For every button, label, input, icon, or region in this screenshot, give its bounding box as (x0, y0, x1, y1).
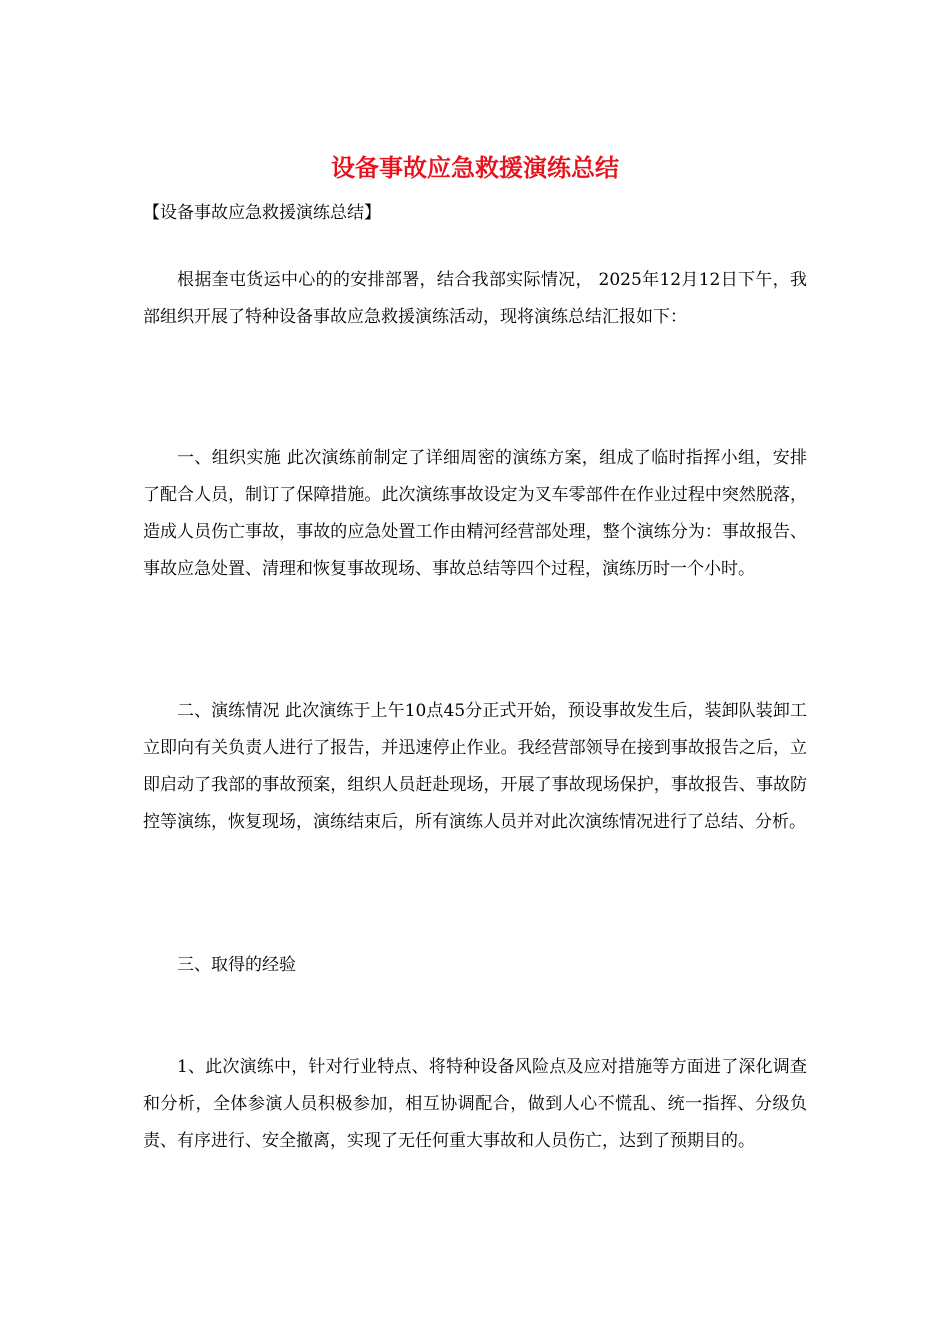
section-one-paragraph: 一、组织实施 此次演练前制定了详细周密的演练方案，组成了临时指挥小组，安排了配合人员，制订了保障措施。此次演练事故设定为叉车零部件在作业过程中突然脱落，造成人员伤亡事故，事故的应急处置工作由精河经营部处理，整个演练分为：事故报告、事故应急处置、清理和恢复事故现场、事故总结等四个过程，演练历时一个小时。 (143, 448, 807, 579)
experience-item-one: 1、此次演练中，针对行业特点、将特种设备风险点及应对措施等方面进了深化调查和分析，全体参演人员积极参加，相互协调配合，做到人心不慌乱、统一指挥、分级负责、有序进行、安全撤离，实现了无任何重大事故和人员伤亡，达到了预期目的。 (143, 1057, 807, 1151)
intro-paragraph: 根据奎屯货运中心的的安排部署，结合我部实际情况， 2025年12月12日下午，我部组织开展了特种设备事故应急救援演练活动，现将演练总结汇报如下： (143, 270, 807, 327)
section-two-paragraph: 二、演练情况 此次演练于上午10点45分正式开始，预设事故发生后，装卸队装卸工立即向有关负责人进行了报告，并迅速停止作业。我经营部领导在接到事故报告之后，立即启动了我部的事故预案，组织人员赶赴现场，开展了事故现场保护，事故报告、事故防控等演练，恢复现场，演练结束后，所有演练人员并对此次演练情况进行了总结、分析。 (143, 701, 807, 832)
document-title: 设备事故应急救援演练总结 (331, 153, 619, 182)
section-three-heading: 三、取得的经验 (177, 955, 296, 975)
document-subtitle: 【设备事故应急救援演练总结】 (143, 203, 381, 223)
